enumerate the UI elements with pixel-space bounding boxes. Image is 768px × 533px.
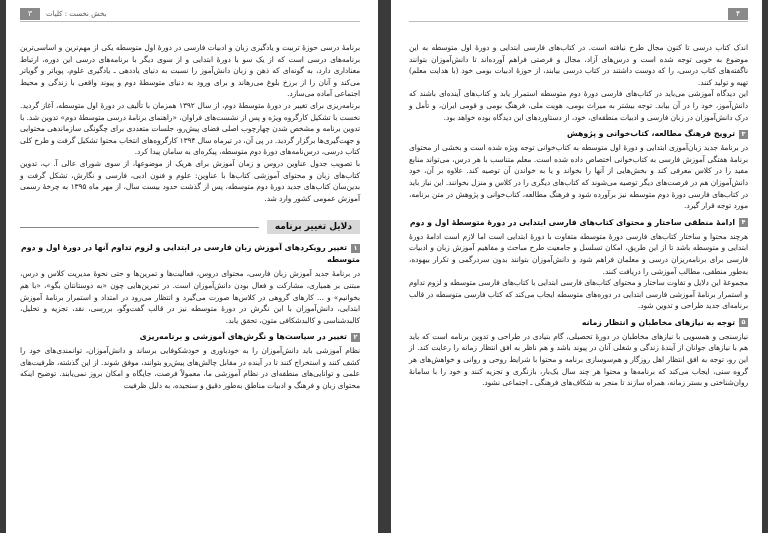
item-title: توجه به نیازهای مخاطبان و انتظار زمانه bbox=[581, 317, 735, 327]
page-number: ۳ bbox=[20, 8, 40, 20]
item-heading bbox=[20, 242, 360, 266]
paragraph: برنامهٔ درسی حوزهٔ تربیت و یادگیری زبان و ادبیات فارسی در دورهٔ اول متوسطه یکی از مهم‌ترین و اساسی‌ترین برنامه‌های درسی است که از یک سو با دورهٔ ابتدایی و از سوی دیگر با برنامه‌های درسی این دوره، ارتباط معناداری دارد، به گونه‌ای که ذهن و زبان دانش‌آموز را نسبت به دنیای یاددهی ـ یادگیری علوم، پویاتر و گویاتر می‌کند و آنان را از برزخ بلوغ می‌رهاند و برای ورود به دنیای متوسطهٔ دوم و پیوند واقعی با زندگی و محیط اجتماعی آماده می‌سازد. bbox=[20, 43, 360, 99]
item-heading bbox=[409, 217, 748, 229]
item-number-badge: ۱ bbox=[351, 244, 360, 253]
item-title: تغییر در سیاست‌ها و نگرش‌های آموزشی و برنامه‌ریزی bbox=[139, 332, 347, 342]
paragraph: اندک کتاب درسی تا کنون مجال طرح نیافته است. در کتاب‌های فارسی ابتدایی و دورهٔ اول متوسطه به این موضوع به خوبی توجه شده است و درس‌های آزاد، مجال و فرصتی فراهم آورده‌اند تا دانش‌آموزان بتوانند ناگفته‌های کتاب درسی، را که دوست داشتند در کتاب درسی بیابند، از حوزهٔ ادبیات بومی خود (با هدایت معلم) تهیه و تولید کنند. bbox=[409, 43, 748, 87]
section-title: دلایل تغییر برنامه bbox=[267, 220, 360, 234]
item-number-badge: ۴ bbox=[739, 218, 748, 227]
item-number-badge: ۵ bbox=[739, 318, 748, 327]
item-text: نیازسنجی و همسویی با نیازهای مخاطبان در دورهٔ تحصیلی، گام بنیادی در طراحی و تدوین برنامه است که باید هم با نیازهای جوانان از آیندهٔ زندگی و شغلی آنان در پیوند باشد و هم ناظر به افق انتظار زمانه را رعایت کند. از این رو، توجه به افق انتظار اهل روزگار و هم‌سوسازی برنامه و محتوا با شرایط روحی و روانی و خواهش‌های هر گروه سنی، ایجاب می‌کند که برنامه‌ها و محتوا هر چند سال یک‌بار، بازنگری و تجزیه کنند و خود را با سامانهٔ روان‌شناختی و بستر زمانه، همراه سازند تا منجر به شکاف‌های فرهنگی ـ اجتماعی نشود. bbox=[409, 331, 748, 388]
page-header bbox=[409, 8, 748, 22]
item-title: ترویج فرهنگ مطالعه، کتاب‌خوانی و پژوهش bbox=[566, 129, 735, 139]
paragraph: این دیدگاه آموزشی می‌باید در کتاب‌های فارسی دورهٔ دوم متوسطه استمرار یابد و کتاب‌های آینده‌ای باشند که دانش‌آموز، خود را در آن بیابد. توجه بیشتر به میراث بومی، هویت ملی، فرهنگ بومی و قومی ایران، و تأمل و درک دانش‌آموزان در زبان فارسی و ادبیات منطقه‌ای، خود، از دستاوردهای این دیدگاه بوده خواهد بود. bbox=[409, 89, 748, 122]
page-number: ۴ bbox=[728, 8, 748, 20]
page-header bbox=[20, 8, 360, 22]
item-text: در برنامهٔ جدید زبان‌آموزی ابتدایی و دورهٔ اول متوسطه به کتاب‌خوانی توجه ویژه شده است و بخشی از محتوای برنامهٔ هفتگی آموزش فارسی به کتاب‌خوانی اختصاص داده شده است. معلم متناسب با هر درس، می‌تواند منابع مفید را در کلاس معرفی کند و بخش‌هایی از آنها را بخواند و یا به خواندن آن توصیه کند. علاوه بر آن، خود دانش‌آموزان هم در فرصت‌های دیگر توصیه می‌شوند که کتاب‌های دیگری را در کلاس و منزل بخوانند. این نیاز باید در کتاب‌های فارسی دورهٔ دوم متوسطه نیز برآورده شود و فرهنگ مطالعه، کتاب‌خوانی و پژوهش در متن برنامه، مورد توجه قرار گیرد. bbox=[409, 143, 748, 211]
paragraph: با تصویب جدول عناوین دروس و زمان آموزش برای هریک از موضوعها، از سوی شورای عالی آ. پ، تدوین کتاب‌های زبان و محتوای آموزشی کتاب‌ها با عناوین: علوم و فنون ادبی، فارسی و نگارش، تشکل گرفت و بدین‌سان کتاب‌های جدید دورهٔ دوم متوسطه، پس از گذشت حدود بیست سال، از مهر ماه ۱۳۹۵ به چرخهٔ رسمی آموزش عمومی کشور وارد شد. bbox=[20, 158, 360, 203]
header-title: بخش نخست : کلیات bbox=[46, 10, 107, 18]
item-title: تغییر رویکردهای آموزش زبان فارسی در ابتدایی و لزوم تداوم آنها در دورهٔ اول و دوم متوسطه bbox=[20, 243, 360, 265]
item-text: در برنامهٔ جدید آموزش زبان فارسی، محتوای دروس، فعالیت‌ها و تمرین‌ها و حتی نحوهٔ مدیریت کلاس و درس، مبتنی بر همیاری، مشارکت و فعال بودن دانش‌آموزان است. در تمرین‌هایی چون «به دوستانتان بگو»، «با هم بخوانیم» و ... کارهای گروهی در کلاس‌ها صورت می‌گیرد و انتظار می‌رود در امتداد و استمرار برنامهٔ آموزش ابتدایی، دانش‌آموزان با این نگرش در دورهٔ متوسطه نیز در قالب گفت‌وگو، بررسی، نقد، تجزیه و تحلیل، کالبدشناسی و کالبدشکافی متون، تحقق یابد. bbox=[20, 269, 360, 325]
item-heading bbox=[20, 331, 360, 343]
item-number-badge: ۲ bbox=[351, 333, 360, 342]
left-page bbox=[6, 0, 378, 533]
right-page bbox=[391, 0, 762, 533]
item-text: مجموعهٔ این دلایل و تفاوت ساختار و محتوای کتاب‌های فارسی ابتدایی با کتاب‌های فارسی متوسطه و لزوم تداوم و استمرار برنامهٔ آموزشی فارسی ابتدایی در دوره‌های متوسطه ایجاب می‌کند که کتاب فارسی متوسطه در قالب برنامه‌ای جدید طراحی و تدوین شود. bbox=[409, 278, 748, 311]
section-heading bbox=[20, 220, 360, 234]
item-heading bbox=[409, 317, 748, 329]
item-text: نظام آموزشی باید دانش‌آموزان را به خودباوری و خودشکوفایی برساند و دانش‌آموزان، توانمندی‌های خود را کشف کنند و استخراج کنند تا در آینده در مقابل چالش‌های پیش‌رو بتوانند، موفق شوند. از این گذشته، ظرفیت‌های علمی و توانایی‌های منطقه‌ای در نظام آموزشی ما، معمولاً فرصت، جایگاه و امکان بروز نمی‌یابند. توضیح اینکه محتوای زبان و فرهنگ و ادبیات مناطق به‌طور دقیق و سنجیده، به دلیل ظرفیت bbox=[20, 346, 360, 391]
item-number-badge: ۳ bbox=[739, 130, 748, 139]
item-heading bbox=[409, 128, 748, 140]
paragraph: برنامه‌ریزی برای تغییر در دورهٔ متوسطهٔ دوم، از سال ۱۳۹۲ همزمان با تألیف در دورهٔ اول متوسطه، آغاز گردید. نخست با تشکیل کارگروه ویژه و پس از نشست‌های فراوان، «راهنمای برنامهٔ درسی متوسطهٔ دوم» تدوین شد. با تدوین برنامه و مشخص شدن چهارچوب اصلی فضای پیش‌رو، جلسات متعددی برای چگونگی سازماندهی محتوایی و جهت‌گیری‌ها برگزار گردید. در پی آن، در تیرماه سال ۱۳۹۴ کارگروه‌های انتخاب محتوا تشکیل گرفت و طرح کلی کتاب درسی، درس‌نامه‌های دورهٔ دوم متوسطه، پیکره‌ای به سامان پیدا کرد. bbox=[20, 100, 360, 157]
item-text: هرچند محتوا و ساختار کتاب‌های فارسی دورهٔ متوسطه متفاوت با دورهٔ ابتدایی است اما لازم است ادامهٔ دورهٔ ابتدایی و متوسطه باشد تا از این طریق، امکان تسلسل و جامعیت طرح مباحث و مفاهیم آموزش زبان و ادبیات فارسی برای برنامه‌ریزان درسی و معلمان فراهم شود و دانش‌آموزان بتوانند بدون سردرگمی و تکرار بیهوده، به‌طور منطقی، مطالب آموزشی را دریافت کنند. bbox=[409, 231, 748, 276]
item-title: ادامهٔ منطقی ساختار و محتوای کتاب‌های فارسی ابتدایی در دورهٔ متوسطهٔ اول و دوم bbox=[409, 217, 735, 227]
section-divider bbox=[20, 227, 259, 228]
